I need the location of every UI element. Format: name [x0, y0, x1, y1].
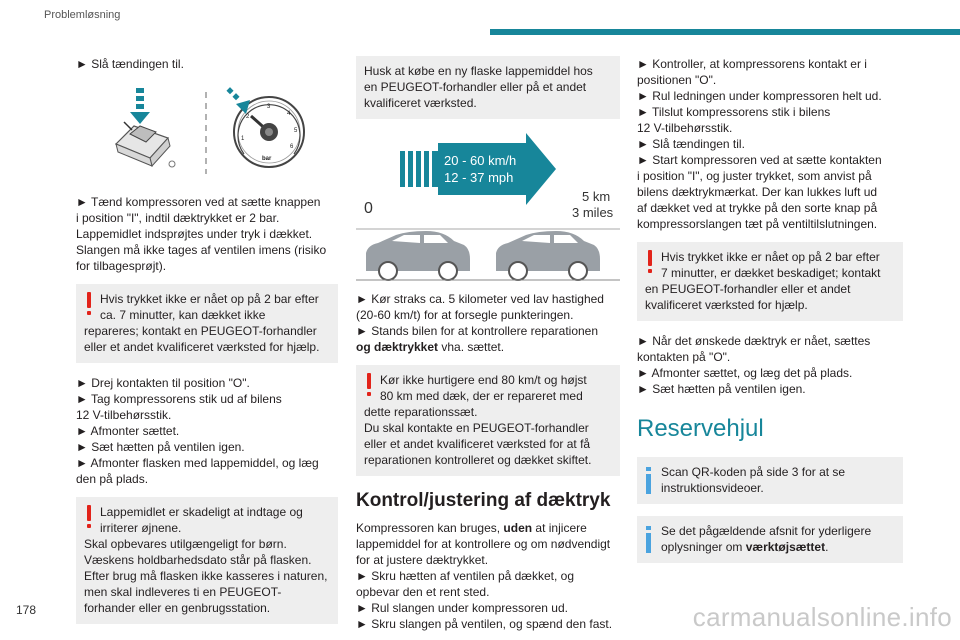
info-icon — [646, 467, 652, 495]
distance-km-label: 5 km — [582, 189, 611, 204]
down-arrow-icon — [130, 88, 150, 124]
gauge-tick: 5 — [294, 128, 298, 134]
warning-box-sealant: Lappemidlet er skadeligt at indtage og irriterer øjnene. Skal opbevares utilgængeligt for børn. Væskens holdbarhedsdato står på flasken. Efter brug må flasken ikke kasseres i naturen, men skal indleveres ti en PEUGEOT- forhander eller en genbrugsstation. — [76, 497, 338, 624]
info-box-toolkit: Se det pågældende afsnit for yderligere oplysninger om værktøjsættet. — [637, 516, 903, 563]
car-start-icon — [366, 231, 470, 280]
speed-arrow-icon — [400, 133, 556, 205]
column-3 — [637, 56, 903, 575]
speed-kmh-label: 20 - 60 km/h — [444, 153, 517, 168]
info-box-qr-code: Scan QR-koden på side 3 for at se instruktionsvideoer. — [637, 457, 903, 504]
exclamation-icon — [365, 373, 373, 397]
watermark-text: carmanualsonline.info — [692, 602, 952, 632]
exclamation-icon — [85, 505, 93, 529]
compressor-illustration — [76, 82, 338, 182]
pressure-check-steps: ► Kontroller, at kompressorens kontakt er i positionen "O". ► Rul ledningen under kompressoren helt ud. ► Tilslut kompressorens stik i bilens 12 V-tilbehørsstik. ► Slå tændingen til. ► Start kompressoren ved at sætte kontakten i position "I", og juster trykket, som anvist på bilens dæktrykmærkat. Der kan lukkes luft ud af dækket ved at trykke på den sorte knap på kompressorslangen tæt på ventiltilslutningen. — [637, 57, 882, 231]
tyre-pressure-intro: Kompressoren kan bruges, uden at injicere lappemiddel for at kontrollere og om nødvendigt for at justere dæktrykket. ► Skru hætten af ventilen på dækket, og opbevar den et rent sted. ► Rul slangen under kompressoren ud. ► Skru slangen på ventilen, og spænd den fast. — [356, 521, 613, 631]
drive-distance-illustration — [356, 131, 620, 281]
distance-start-label: 0 — [364, 200, 373, 217]
header-title: Problemløsning — [44, 9, 121, 21]
exclamation-icon — [85, 292, 93, 316]
compressor-svg — [76, 82, 338, 182]
warning-box-pressure: Hvis trykket ikke er nået op på 2 bar efter ca. 7 minutter, kan dækket ikke repareres; kontakt en PEUGEOT-forhandler eller et andet kvalificeret værksted for hjælp. — [76, 284, 338, 363]
drive-steps: ► Kør straks ca. 5 kilometer ved lav hastighed (20-60 km/t) for at forsegle punkteringen. ► Stands bilen for at kontrollere reparationen og dæktrykket vha. sættet. — [356, 292, 604, 354]
column-1 — [76, 56, 338, 636]
info-icon — [646, 526, 652, 554]
warning-box-speed-limit: Kør ikke hurtigere end 80 km/t og højst 80 km med dæk, der er repareret med dette reparationssæt. Du skal kontakte en PEUGEOT-forhandler eller et andet kvalificeret værksted for at få reparationen kontrolleret og dækket skiftet. — [356, 365, 620, 476]
pressure-finish-steps: ► Når det ønskede dæktryk er nået, sættes kontakten på "O". ► Afmonter sættet, og læg det på plads. ► Sæt hætten på ventilen igen. — [637, 334, 871, 396]
steps-finish-repair: ► Drej kontakten til position "O". ► Tag kompressorens stik ud af bilens 12 V-tilbehørsstik. ► Afmonter sættet. ► Sæt hætten på ventilen igen. ► Afmonter flasken med lappemiddel, og læg den på plads. — [76, 376, 319, 486]
gauge-tick: 6 — [290, 144, 294, 150]
gauge-unit-label: bar — [262, 156, 272, 162]
compressor-instructions: ► Tænd kompressoren ved at sætte knappen i position "I", indtil dæktrykket er 2 bar. Lappemidlet indsprøjtes under tryk i dækket. Slangen må ikke tages af ventilen imens (risiko for tilbagesprøjt). — [76, 195, 327, 273]
column-2 — [356, 56, 620, 640]
gauge-tick: 2 — [246, 114, 250, 120]
drive-svg — [356, 131, 620, 281]
distance-miles-label: 3 miles — [572, 205, 614, 220]
speed-mph-label: 12 - 37 mph — [444, 170, 514, 185]
exclamation-icon — [646, 250, 654, 274]
section-heading-tyre-pressure: Kontrol/justering af dæktryk — [356, 490, 611, 511]
warning-box-damaged-tyre: Hvis trykket ikke er nået op på 2 bar efter 7 minutter, er dækket beskadiget; kontakt en PEUGEOT-forhandler eller et andet kvalificeret værksted for hjælp. — [637, 242, 903, 321]
page-number: 178 — [16, 603, 37, 617]
gauge-tick: 4 — [287, 111, 291, 117]
step-ignition-on: ► Slå tændingen til. — [76, 57, 184, 71]
switch-button-icon — [116, 122, 175, 167]
gauge-tick: 3 — [267, 104, 271, 110]
diagonal-arrow-icon — [226, 87, 250, 114]
car-end-icon — [496, 231, 600, 280]
header-accent-bar — [490, 29, 960, 35]
note-box-buy-sealant: Husk at købe en ny flaske lappemiddel hos en PEUGEOT-forhandler eller på et andet kvalificeret værksted. — [356, 56, 620, 119]
section-title-spare-wheel: Reservehjul — [637, 415, 764, 442]
gauge-tick: 1 — [241, 136, 245, 142]
